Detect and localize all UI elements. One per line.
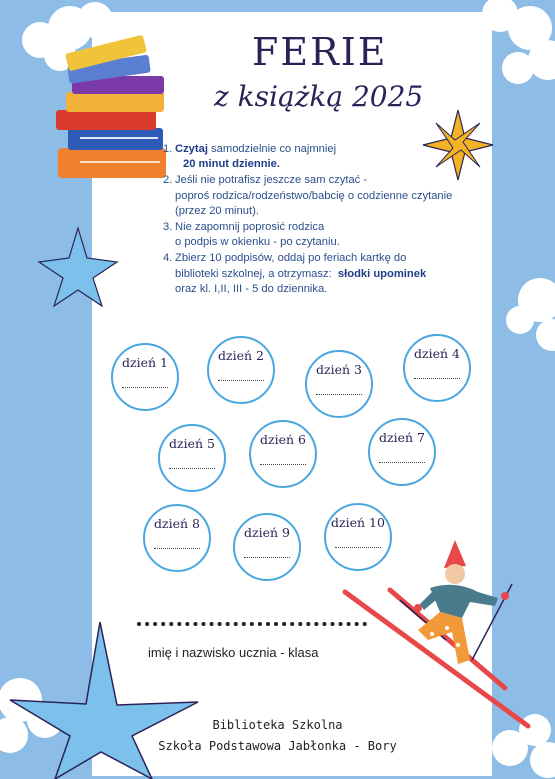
- footer-school: Szkoła Podstawowa Jabłonka - Bory: [158, 739, 397, 753]
- rule-number: 1.: [163, 143, 173, 155]
- day-label: dzień 1: [122, 355, 168, 370]
- signature-line: [414, 378, 460, 379]
- rule-line: o podpis w okienku - po czytaniu.: [175, 236, 340, 249]
- signature-line: [169, 468, 215, 469]
- rule-line: oraz kl. I,II, III - 5 do dziennika.: [175, 282, 328, 295]
- rule-number: 4.: [163, 252, 173, 265]
- signature-line: [154, 548, 200, 549]
- rules-list: [163, 142, 523, 298]
- rule-number: 3.: [163, 221, 173, 234]
- name-field-line[interactable]: [137, 622, 367, 626]
- rule-3: [163, 220, 523, 250]
- signature-line: [122, 387, 168, 388]
- rule-1: [163, 142, 523, 172]
- day-label: dzień 6: [260, 432, 306, 447]
- day-label: dzień 9: [244, 525, 290, 540]
- rule-line: poproś rodzica/rodzeństwo/babcię o codzienne czytanie: [175, 189, 453, 202]
- signature-line: [316, 394, 362, 395]
- rule-line: (przez 20 minut).: [175, 204, 259, 217]
- signature-box-day-3[interactable]: [305, 350, 373, 418]
- rule-bold-line: 20 minut dziennie.: [183, 158, 280, 171]
- footer-library: Biblioteka Szkolna: [212, 718, 343, 732]
- signature-box-day-1[interactable]: [111, 343, 179, 411]
- signature-box-day-8[interactable]: [143, 504, 211, 572]
- rule-line: Zbierz 10 podpisów, oddaj po feriach kartkę do: [175, 252, 407, 265]
- title-subtitle: z książką 2025: [214, 80, 424, 113]
- rule-line-with-bold: [163, 267, 523, 282]
- signature-box-day-2[interactable]: [207, 336, 275, 404]
- signature-box-day-10[interactable]: [324, 503, 392, 571]
- signature-box-day-6[interactable]: [249, 420, 317, 488]
- rule-2: [163, 173, 523, 219]
- signature-line: [218, 380, 264, 381]
- signature-line: [379, 462, 425, 463]
- signature-line: [335, 547, 381, 548]
- rule-text: samodzielnie co najmniej: [207, 143, 337, 155]
- signature-box-day-9[interactable]: [233, 513, 301, 581]
- rule-line: biblioteki szkolnej, a otrzymasz:: [175, 267, 332, 280]
- rule-4: [163, 251, 523, 297]
- rule-line: Jeśli nie potrafisz jeszcze sam czytać -: [175, 174, 368, 187]
- signature-box-day-4[interactable]: [403, 334, 471, 402]
- name-field-label: imię i nazwisko ucznia - klasa: [148, 645, 319, 660]
- rule-bold-lead: Czytaj: [175, 143, 208, 155]
- signature-line: [244, 557, 290, 558]
- day-label: dzień 2: [218, 348, 264, 363]
- signature-box-day-7[interactable]: [368, 418, 436, 486]
- rule-line: Nie zapomnij poprosić rodzica: [175, 221, 325, 234]
- day-label: dzień 7: [379, 430, 425, 445]
- day-label: dzień 4: [414, 346, 460, 361]
- title-ferie: FERIE: [252, 30, 388, 74]
- day-label: dzień 8: [154, 516, 200, 531]
- signature-line: [260, 464, 306, 465]
- rule-bold-reward: słodki upominek: [337, 267, 427, 280]
- day-label: dzień 5: [169, 436, 215, 451]
- day-label: dzień 10: [331, 515, 385, 530]
- day-label: dzień 3: [316, 362, 362, 377]
- signature-box-day-5[interactable]: [158, 424, 226, 492]
- rule-number: 2.: [163, 174, 173, 187]
